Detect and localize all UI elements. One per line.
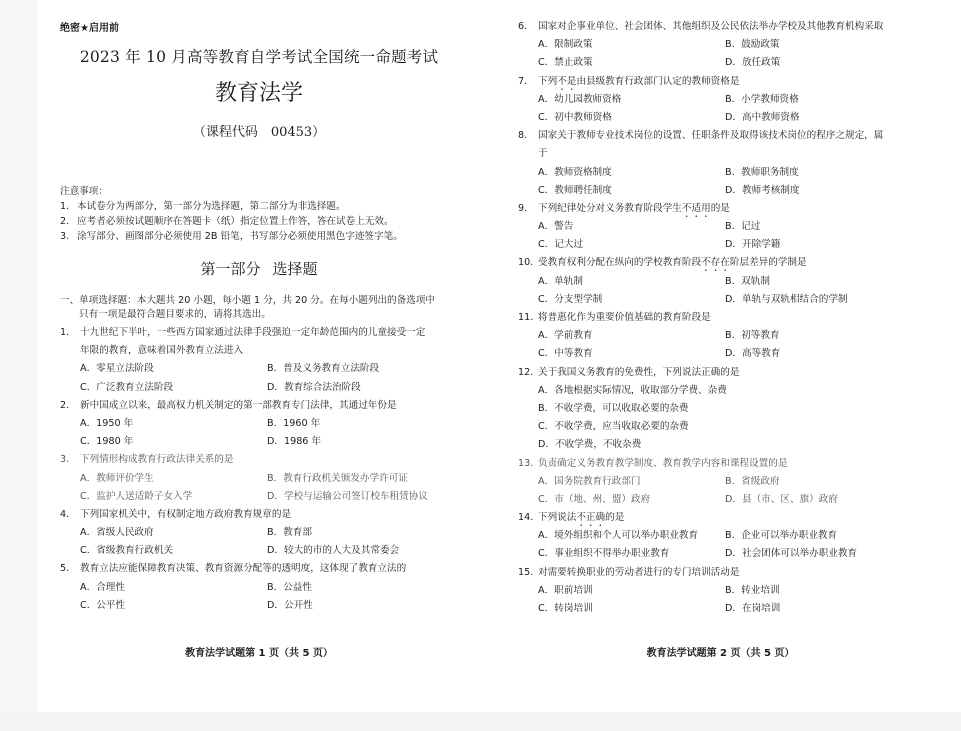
option-b: B．初等教育 (725, 330, 780, 342)
question-2: 2. 新中国成立以来，最高权力机关制定的第一部教育专门法律，其通过年份是 A．1950 年 B．1960 年 C．1980 年 D．1986 年 (60, 397, 467, 452)
question-1: 1. 十九世纪下半叶，一些西方国家通过法律手段强迫一定年龄范围内的儿童接受一定 年限的教育，意味着国外教育立法进入 A．零星立法阶段 B．普及义务教育立法阶段 C．广泛教育立法阶段 D．教育综合法治阶段 (60, 324, 467, 397)
question-3: 3. 下列情形构成教育行政法律关系的是 A．教师评价学生 B．教育行政机关颁发办学许可证 C．监护人送适龄子女入学 D．学校与运输公司签订校车租赁协议 (60, 451, 467, 506)
option-a: A．境外组织和个人可以举办职业教育 (538, 530, 699, 542)
option-c: C．广泛教育立法阶段 (80, 381, 174, 393)
option-b: B．普及义务教育立法阶段 (267, 363, 380, 375)
option-c: C．转岗培训 (538, 603, 593, 614)
option-b: B．记过 (725, 221, 761, 233)
emphasis-text: 不存在 (701, 257, 730, 269)
exam-page-2 (480, 0, 961, 712)
scan-edge-left (0, 0, 38, 731)
exam-title: 2023 年 10 月高等教育自学考试全国统一命题考试 (79, 48, 439, 66)
option-c: C．初中教师资格 (538, 111, 612, 123)
option-c: C．监护人送适龄子女入学 (80, 490, 193, 502)
option-b: B．省级政府 (725, 475, 780, 487)
option-b: B．不收学费，可以收取必要的杂费 (538, 402, 689, 414)
option-d: D．较大的市的人大及其常委会 (267, 545, 400, 557)
option-d: D．学校与运输公司签订校车租赁协议 (267, 490, 428, 502)
note-item: 3. 涂写部分、画图部分必须使用 2B 铅笔，书写部分必须使用黑色字迹签字笔。 (60, 231, 403, 242)
option-a: A．1950 年 (80, 417, 134, 429)
option-a: A．限制政策 (538, 39, 593, 51)
option-b: B．1960 年 (267, 417, 321, 429)
option-d: D．教育综合法治阶段 (267, 381, 361, 393)
note-item: 2. 应考者必须按试题顺序在答题卡（纸）指定位置上作答，答在试卷上无效。 (60, 216, 394, 227)
option-d: D．县（市、区、旗）政府 (725, 493, 838, 505)
part-title: 第一部分 选择题 (200, 260, 318, 278)
option-a: A．国务院教育行政部门 (538, 475, 641, 487)
emphasis-text: 不是 (557, 75, 577, 87)
notes-section (60, 184, 403, 244)
option-b: B．教育部 (267, 527, 312, 539)
page-footer-2: 教育法学试题第 2 页（共 5 页） (646, 648, 795, 659)
option-c: C．禁止政策 (538, 57, 593, 69)
question-9: 9. 下列纪律处分对义务教育阶段学生不适用的是 A．警告 B．记过 C．记大过 D．开除学籍 (518, 200, 945, 255)
option-d: D．高等教育 (725, 348, 781, 360)
question-12: 12. 关于我国义务教育的免费性，下列说法正确的是 A．各地根据实际情况，收取部分学费、杂费 B．不收学费，可以收取必要的杂费 C．不收学费，应当收取必要的杂费 D．不收学费，不收杂费 (518, 364, 945, 455)
option-b: B．教育行政机关颁发办学许可证 (267, 472, 408, 484)
option-a: A．合理性 (80, 581, 125, 593)
option-d: D．1986 年 (267, 436, 322, 448)
option-a: A．教师资格制度 (538, 166, 612, 178)
option-d: D．教师考核制度 (725, 184, 800, 196)
question-15: 15. 对需要转换职业的劳动者进行的专门培训活动是 A．职前培训 B．转业培训 C．转岗培训 D．在岗培训 (518, 564, 945, 619)
emphasis-text: 不正确 (576, 512, 606, 524)
option-d: D．放任政策 (725, 57, 781, 69)
option-a: A．教师评价学生 (80, 472, 154, 484)
option-b: B．公益性 (267, 581, 312, 593)
option-b: B．企业可以举办职业教育 (725, 530, 838, 542)
option-a: A．零星立法阶段 (80, 363, 154, 375)
course-code: （课程代码 00453） (192, 125, 326, 140)
option-d: D．公开性 (267, 599, 313, 611)
option-b: B．鼓励政策 (725, 39, 780, 51)
option-a: A．各地根据实际情况，收取部分学费、杂费 (538, 384, 727, 396)
option-c: C．教师聘任制度 (538, 184, 612, 196)
notes-heading: 注意事项： (60, 186, 108, 197)
option-c: C．记大过 (538, 239, 584, 251)
section-instruction: 一、单项选择题：本大题共 20 小题，每小题 1 分，共 20 分。在每小题列出的备选项中 只有一项是最符合题目要求的，请将其选出。 (60, 295, 436, 320)
question-6: 6. 国家对企事业单位、社会团体、其他组织及公民依法举办学校及其他教育机构采取 A．限制政策 B．鼓励政策 C．禁止政策 D．放任政策 (518, 18, 945, 73)
option-c: C．市（地、州、盟）政府 (538, 493, 651, 505)
option-b: B．教师职务制度 (725, 166, 799, 178)
subject-title: 教育法学 (214, 81, 303, 106)
option-a: A．省级人民政府 (80, 527, 154, 539)
option-d: D．在岗培训 (725, 603, 781, 614)
question-5: 5. 教育立法应能保障教育决策、教育资源分配等的透明度，这体现了教育立法的 A．合理性 B．公益性 C．公平性 D．公开性 (60, 560, 467, 615)
confidential-label: 绝密★启用前 (60, 23, 119, 34)
option-c: C．1980 年 (80, 436, 134, 448)
option-b: B．双轨制 (725, 275, 770, 287)
scan-edge-bottom (0, 712, 961, 731)
question-7: 7. 下列不是由县级教育行政部门认定的教师资格是 A．幼儿园教师资格 B．小学教师资格 C．初中教师资格 D．高中教师资格 (518, 73, 945, 128)
option-a: A．单轨制 (538, 275, 583, 287)
option-a: A．职前培训 (538, 584, 593, 596)
option-d: D．单轨与双轨相结合的学制 (725, 293, 848, 305)
option-c: C．省级教育行政机关 (80, 545, 174, 557)
option-a: A．警告 (538, 221, 574, 233)
option-c: C．不收学费，应当收取必要的杂费 (538, 421, 689, 433)
option-c: C．中等教育 (538, 348, 593, 360)
option-c: C．分支型学制 (538, 293, 603, 305)
option-a: A．幼儿园教师资格 (538, 93, 622, 105)
page-footer-1: 教育法学试题第 1 页（共 5 页） (185, 648, 333, 659)
question-8: 8. 国家关于教师专业技术岗位的设置、任职条件及取得该技术岗位的程序之规定，属 于 A．教师资格制度 B．教师职务制度 C．教师聘任制度 D．教师考核制度 (518, 127, 945, 200)
question-14: 14. 下列说法不正确的是 A．境外组织和个人可以举办职业教育 B．企业可以举办职业教育 C．事业组织不得举办职业教育 D．社会团体可以举办职业教育 (518, 509, 945, 564)
question-list-page-1 (60, 324, 467, 615)
option-a: A．学前教育 (538, 330, 593, 342)
note-item: 1. 本试卷分为两部分，第一部分为选择题，第二部分为非选择题。 (60, 201, 346, 212)
option-d: D．开除学籍 (725, 239, 781, 251)
question-10: 10. 受教育权利分配在纵向的学校教育阶段不存在阶层差异的学制是 A．单轨制 B．双轨制 C．分支型学制 D．单轨与双轨相结合的学制 (518, 254, 945, 309)
question-list-page-2 (518, 18, 945, 618)
emphasis-text: 不适用 (681, 202, 711, 214)
option-d: D．社会团体可以举办职业教育 (725, 548, 858, 560)
option-c: C．公平性 (80, 599, 126, 611)
question-11: 11. 将普惠化作为重要价值基础的教育阶段是 A．学前教育 B．初等教育 C．中等教育 D．高等教育 (518, 309, 945, 364)
question-13: 13. 负责确定义务教育教学制度、教育教学内容和课程设置的是 A．国务院教育行政部门 B．省级政府 C．市（地、州、盟）政府 D．县（市、区、旗）政府 (518, 455, 945, 510)
exam-page-1 (38, 0, 480, 712)
option-d: D．不收学费，不收杂费 (538, 439, 642, 451)
option-d: D．高中教师资格 (725, 111, 800, 123)
option-b: B．小学教师资格 (725, 93, 799, 105)
option-c: C．事业组织不得举办职业教育 (538, 548, 670, 560)
option-b: B．转业培训 (725, 584, 780, 596)
question-4: 4. 下列国家机关中，有权制定地方政府教育规章的是 A．省级人民政府 B．教育部 C．省级教育行政机关 D．较大的市的人大及其常委会 (60, 506, 467, 561)
